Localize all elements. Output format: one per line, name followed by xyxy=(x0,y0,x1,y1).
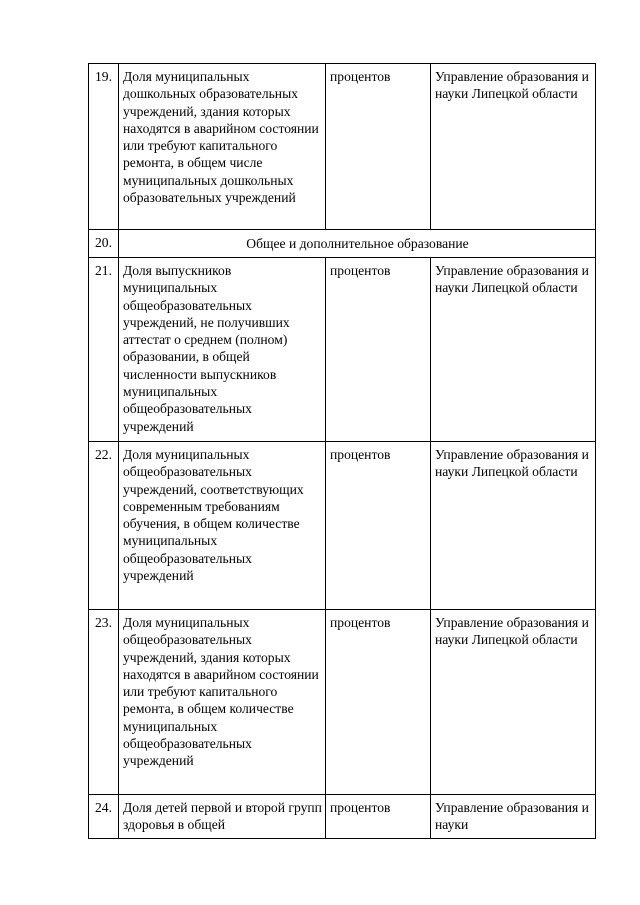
responsible-text: Управление образования и науки Липецкой области xyxy=(431,258,596,442)
row-number: 19. xyxy=(89,64,119,230)
indicator-text: Доля муниципальных общеобразовательных учреждений, здания которых находятся в аварийном состоянии или требуют капитального ремонта, в общем количестве муниципальных общеобразовательных учреждений xyxy=(119,610,326,795)
responsible-text: Управление образования и науки xyxy=(431,795,596,839)
row-number: 22. xyxy=(89,442,119,610)
row-number: 21. xyxy=(89,258,119,442)
indicators-table xyxy=(88,63,596,839)
unit-text: процентов xyxy=(326,795,431,839)
indicator-text: Доля детей первой и второй групп здоровья в общей xyxy=(119,795,326,839)
row-number: 23. xyxy=(89,610,119,795)
unit-text: процентов xyxy=(326,258,431,442)
table-row xyxy=(89,64,596,230)
indicator-text: Доля выпускников муниципальных общеобразовательных учреждений, не получивших аттестат о среднем (полном) образовании, в общей численности выпускников муниципальных общеобразовательных учреждений xyxy=(119,258,326,442)
unit-text: процентов xyxy=(326,64,431,230)
table-row xyxy=(89,610,596,795)
indicator-text: Доля муниципальных дошкольных образовательных учреждений, здания которых находятся в аварийном состоянии или требуют капитального ремонта, в общем числе муниципальных дошкольных образовательных учреждений xyxy=(119,64,326,230)
table-row xyxy=(89,258,596,442)
row-number: 20. xyxy=(89,230,119,258)
row-number: 24. xyxy=(89,795,119,839)
table-row xyxy=(89,795,596,839)
unit-text: процентов xyxy=(326,610,431,795)
section-row xyxy=(89,230,596,258)
responsible-text: Управление образования и науки Липецкой области xyxy=(431,442,596,610)
table-row xyxy=(89,442,596,610)
responsible-text: Управление образования и науки Липецкой области xyxy=(431,610,596,795)
unit-text: процентов xyxy=(326,442,431,610)
responsible-text: Управление образования и науки Липецкой области xyxy=(431,64,596,230)
section-title: Общее и дополнительное образование xyxy=(119,230,596,258)
indicator-text: Доля муниципальных общеобразовательных учреждений, соответствующих современным требованиям обучения, в общем количестве муниципальных общеобразовательных учреждений xyxy=(119,442,326,610)
